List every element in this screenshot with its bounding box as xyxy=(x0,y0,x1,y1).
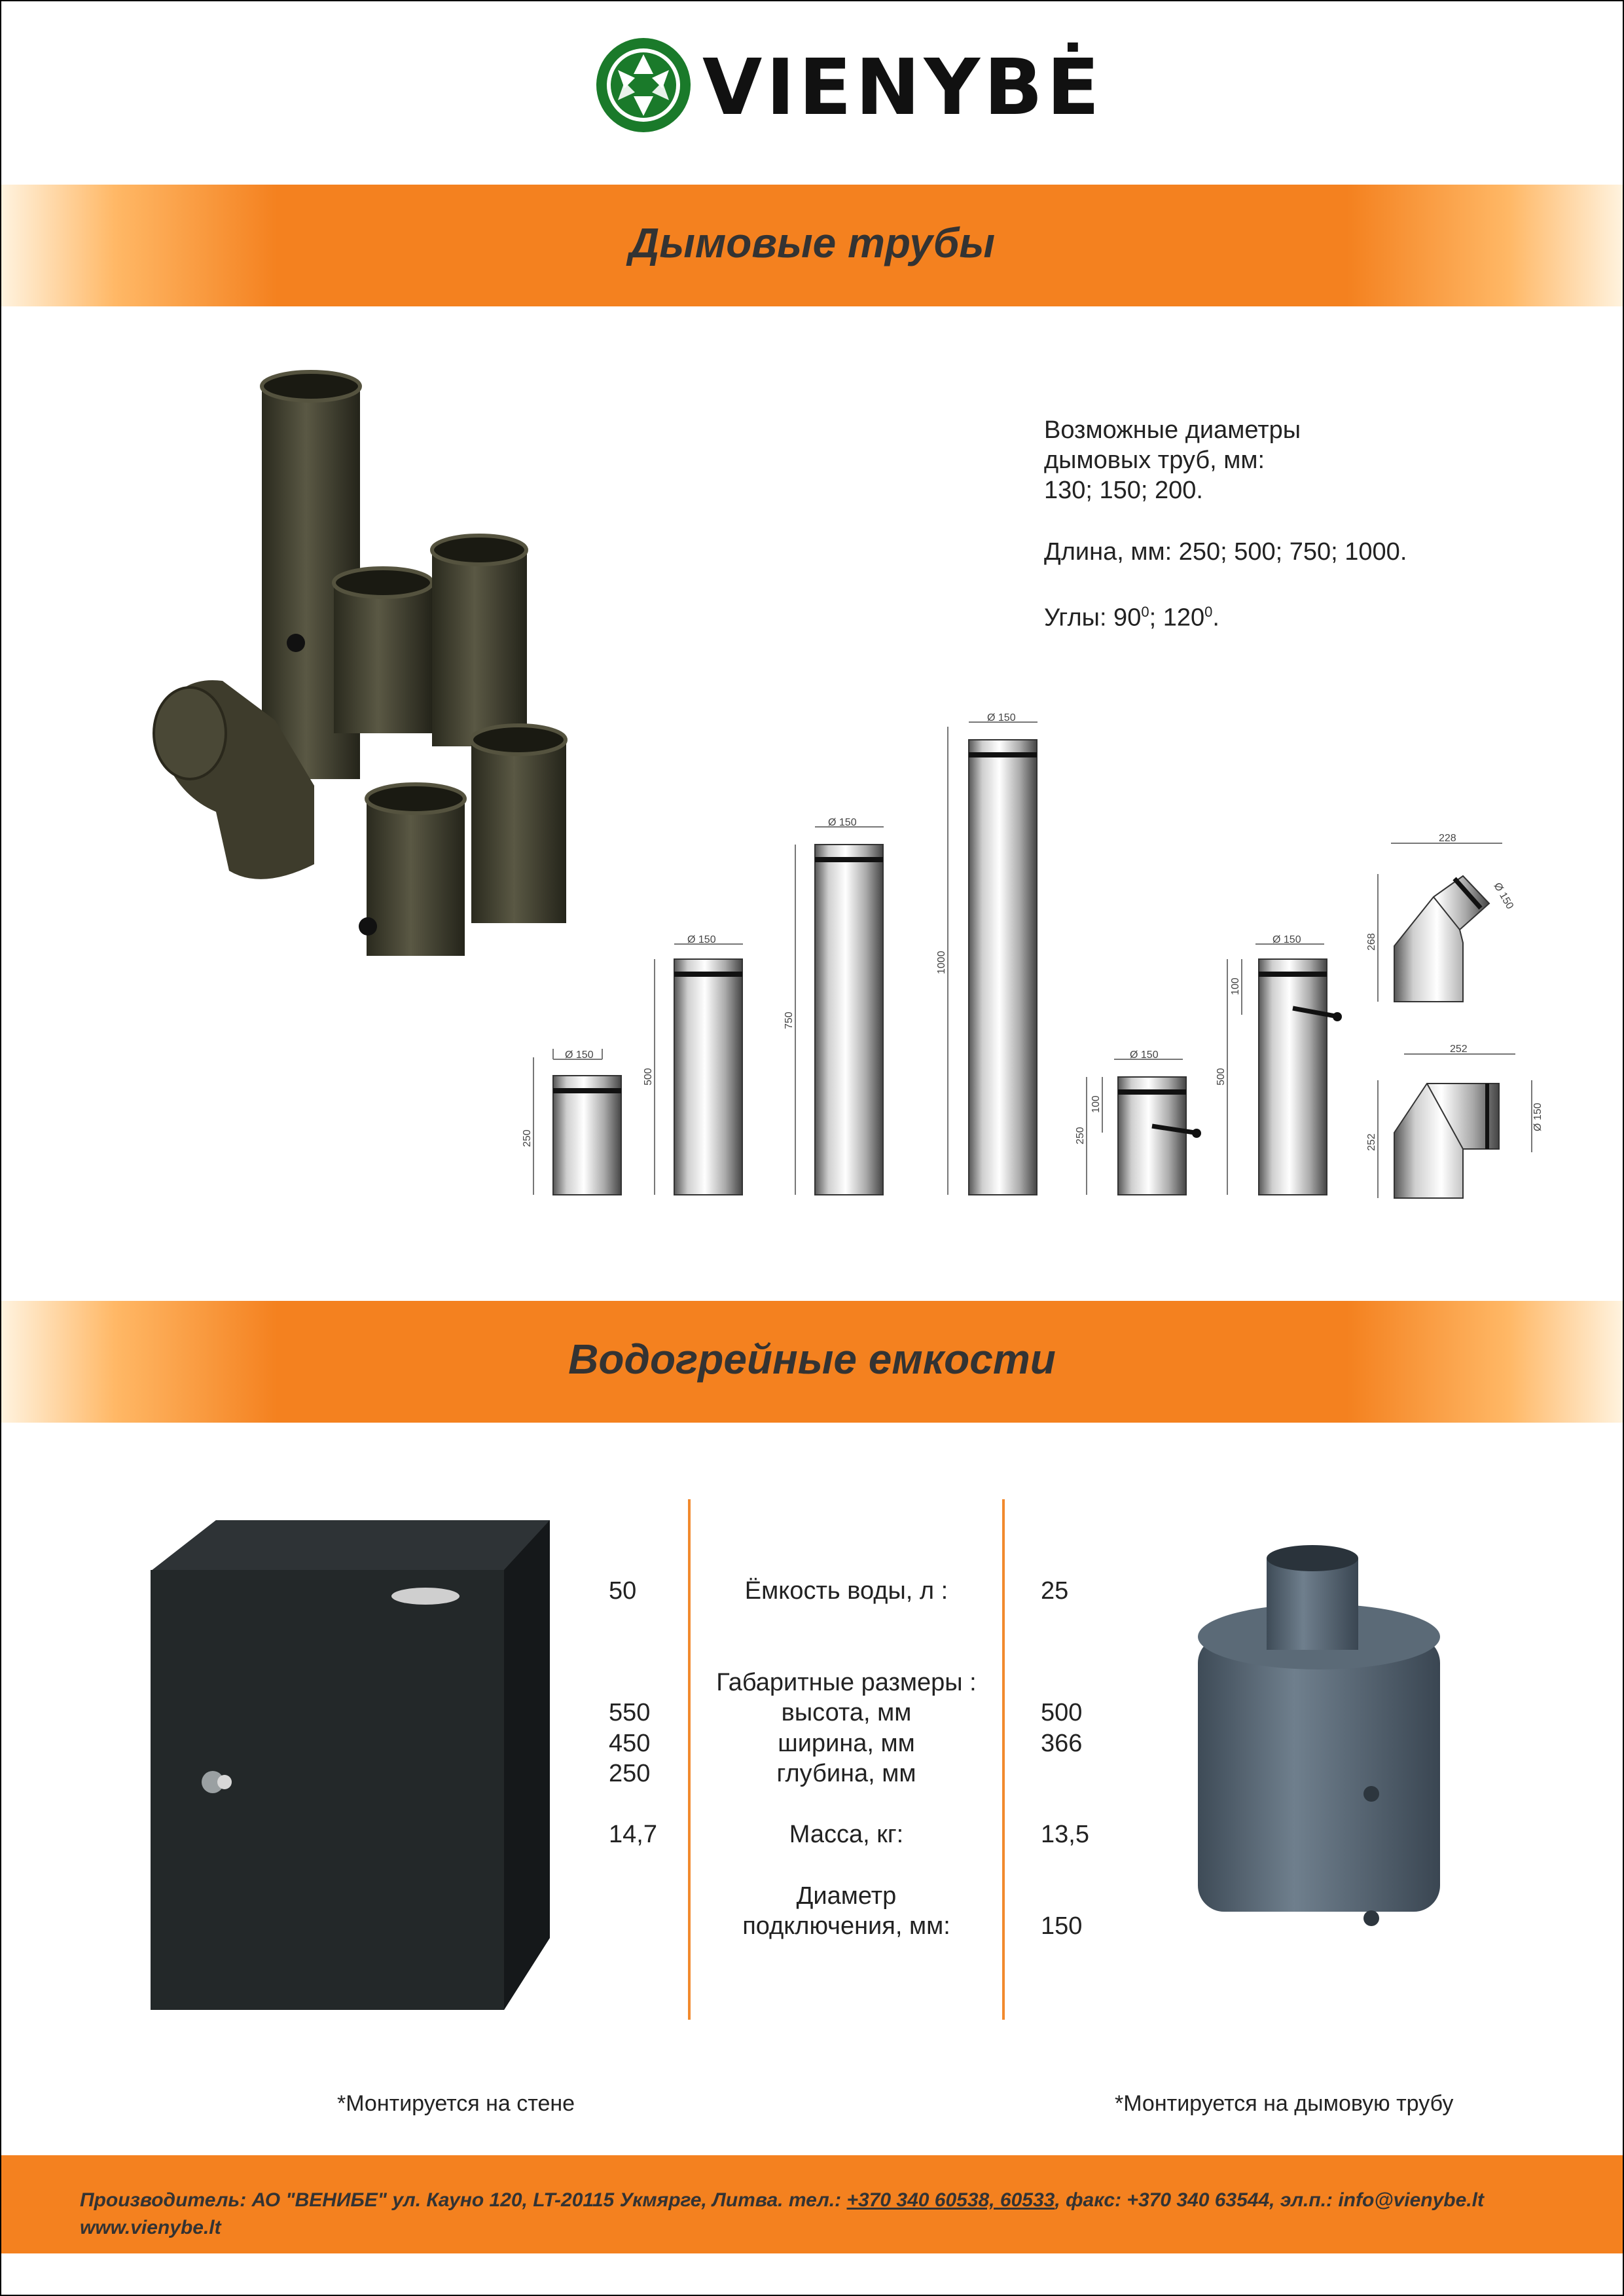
dim-label: 500 xyxy=(1216,1068,1227,1085)
section-banner-pipes xyxy=(1,185,1623,306)
dim-label: Ø 150 xyxy=(1130,1049,1159,1061)
dim-label: Ø 150 xyxy=(1272,934,1301,945)
section-title: Дымовые трубы xyxy=(629,219,995,266)
left-width: 450 xyxy=(609,1730,651,1757)
footer-phones[interactable]: +370 340 60538, 60533 xyxy=(846,2189,1055,2211)
dim-label: 750 xyxy=(784,1011,795,1029)
logo xyxy=(594,36,1104,134)
pipe-tank-photo xyxy=(1185,1539,1460,1944)
pipe-diameters-text: Возможные диаметры дымовых труб, мм: 130; 150; 200. xyxy=(1044,416,1301,504)
section-banner-tanks xyxy=(1,1301,1623,1423)
pipe-lengths-text: Длина, мм: 250; 500; 750; 1000. xyxy=(1044,538,1407,566)
dim-label: 252 xyxy=(1450,1044,1468,1055)
right-mass: 13,5 xyxy=(1041,1821,1089,1848)
dim-label: 228 xyxy=(1439,833,1456,844)
pipe-500-damper xyxy=(1259,959,1342,1195)
right-height: 500 xyxy=(1041,1699,1083,1726)
label-height: высота, мм xyxy=(781,1699,912,1726)
label-capacity: Ёмкость воды, л : xyxy=(744,1577,948,1605)
dim-label: Ø 150 xyxy=(828,817,857,828)
elbow-90 xyxy=(1394,1084,1499,1198)
left-capacity: 50 xyxy=(609,1577,637,1605)
dim-label: 100 xyxy=(1230,977,1241,995)
logo-wordmark: VIENYBĖ xyxy=(702,42,1104,132)
footer-contacts: Производитель: АО "ВЕНИБЕ" ул. Кауно 120, LT-20115 Укмярге, Литва. тел.: +370 340 60538, 60533, факс: +370 340 63544, эл.п.: info@vienybe.lt www.vienybe.lt xyxy=(80,2187,1484,2242)
dim-label: 250 xyxy=(522,1129,533,1147)
label-connection: подключения, мм: xyxy=(742,1912,950,1940)
footer xyxy=(1,2155,1623,2253)
dim-label: 250 xyxy=(1075,1127,1086,1144)
pipe-250 xyxy=(553,1076,621,1195)
dim-label: 268 xyxy=(1366,933,1377,951)
pipe-angles-text: Углы: $90^0$; $120^0$. xyxy=(1044,604,1219,632)
note-wall-mount: *Монтируется на стене xyxy=(337,2091,575,2116)
dim-label: Ø 150 xyxy=(565,1049,594,1061)
dim-label: Ø 150 xyxy=(1491,881,1516,911)
pipe-750 xyxy=(815,845,883,1195)
left-depth: 250 xyxy=(609,1760,651,1787)
dim-label: Ø 150 xyxy=(987,712,1016,723)
dim-label: 100 xyxy=(1091,1095,1102,1113)
table-divider-right xyxy=(1002,1499,1005,2020)
label-width: ширина, мм xyxy=(778,1730,915,1757)
pipe-1000 xyxy=(969,740,1037,1195)
pipe-250-damper xyxy=(1118,1077,1201,1195)
left-mass: 14,7 xyxy=(609,1821,657,1848)
right-width: 366 xyxy=(1041,1730,1083,1757)
pipe-dimension-drawing xyxy=(497,707,1558,1218)
label-depth: глубина, мм xyxy=(776,1760,916,1787)
dim-label: 500 xyxy=(643,1068,654,1085)
note-pipe-mount: *Монтируется на дымовую трубу xyxy=(1115,2091,1454,2116)
label-diameter: Диаметр xyxy=(796,1882,897,1910)
label-mass: Масса, кг: xyxy=(789,1821,904,1848)
label-dimensions: Габаритные размеры : xyxy=(716,1669,977,1696)
logo-emblem-icon xyxy=(594,36,693,134)
dim-label: 1000 xyxy=(936,951,947,974)
dim-label: 252 xyxy=(1366,1133,1377,1151)
elbow-135 xyxy=(1394,876,1489,1002)
right-capacity: 25 xyxy=(1041,1577,1069,1605)
left-height: 550 xyxy=(609,1699,651,1726)
pipe-500 xyxy=(674,959,742,1195)
wall-tank-photo xyxy=(137,1512,569,2023)
dim-label: Ø 150 xyxy=(1532,1102,1543,1131)
footer-website[interactable]: www.vienybe.lt xyxy=(80,2217,221,2238)
section-title: Водогрейные емкости xyxy=(568,1336,1056,1383)
right-diameter: 150 xyxy=(1041,1912,1083,1940)
dim-label: Ø 150 xyxy=(687,934,716,945)
